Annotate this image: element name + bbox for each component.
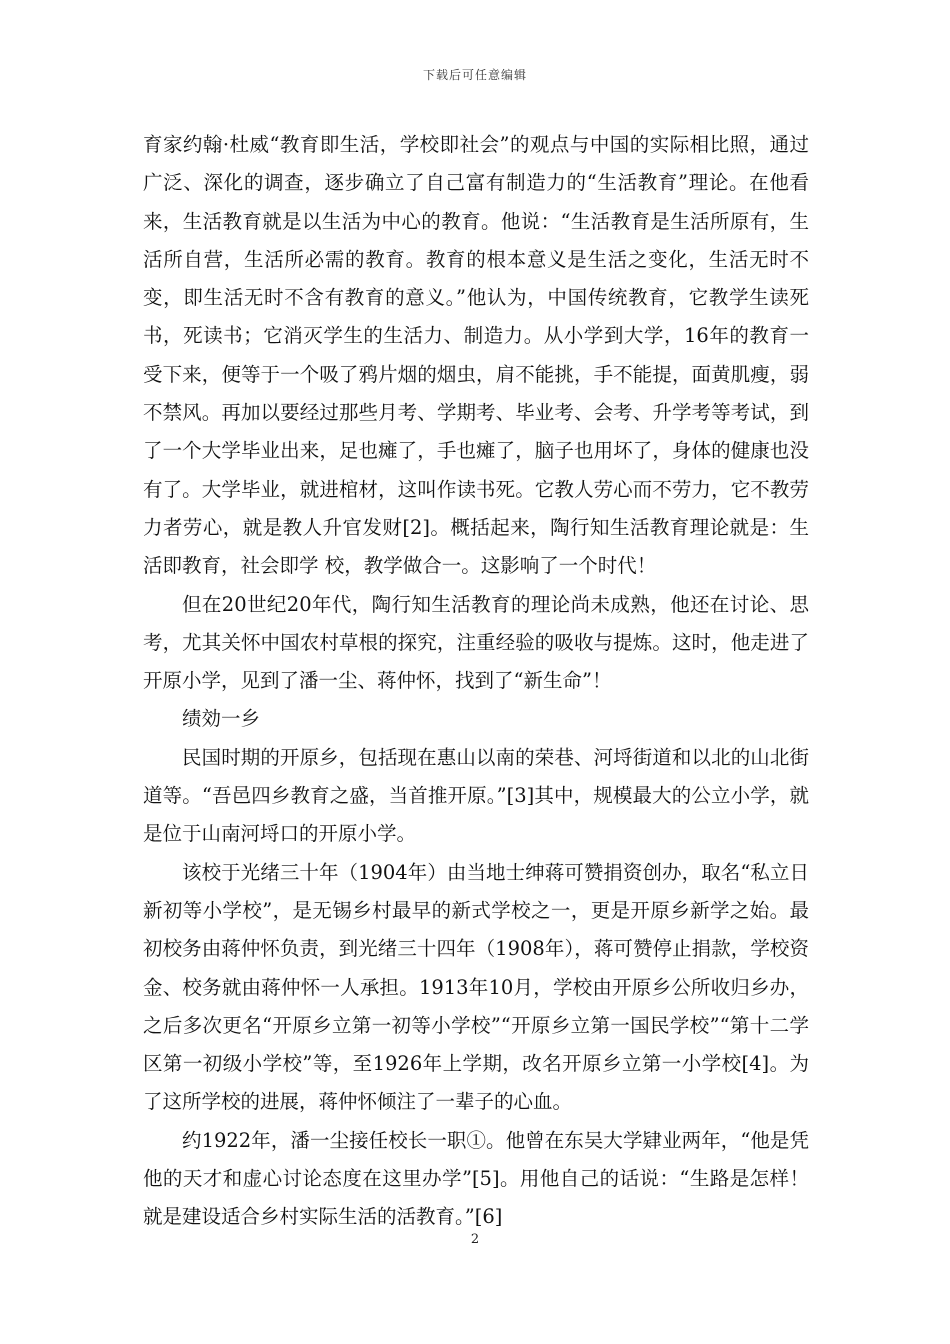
section-heading: 绩効一乡 (182, 707, 261, 731)
page-number: 2 (470, 1232, 480, 1247)
paragraph-1: 育家约翰·杜威“教育即生活，学校即社会”的观点与中国的实际相比照，通过广泛、深化的调查，逐步确立了自己富有制造力的“生活教育”理论。在他看来，生活教育就是以生活为中心的教育。他说：“生活教育是生活所原有，生活所自营，生活所必需的教育。教育的根本意义是生活之变化，生活无时不变，即生活无时不含有教育的意义。”他认为，中国传统教育，它教学生读死书，死读书；它消灭学生的生活力、制造力。从小学到大学，16年的教育一受下来，便等于一个吸了鸦片烟的烟虫，肩不能挑，手不能提，面黄肌瘦，弱不禁风。再加以要经过那些月考、学期考、毕业考、会考、升学考等考试，到了一个大学毕业出来，足也瘫了，手也瘫了，脑子也用坏了，身体的健康也没有了。大学毕业，就进棺材，这叫作读书死。它教人劳心而不劳力，它不教劳力者劳心，就是教人升官发财[2]。概括起来，陶行知生活教育理论就是：生活即教育，社会即学 校，教学做合一。这影响了一个时代！ (143, 133, 809, 578)
paragraph-5: 约1922年，潘一尘接任校长一职①。他曾在东吴大学肄业两年，“他是凭他的天才和虚心讨论态度在这里办学”[5]。用他自己的话说：“生路是怎样！就是建设适合乡村实际生活的活教育。”[6] (143, 1128, 809, 1229)
page-header: 下载后可任意编辑 (422, 68, 527, 82)
paragraph-4: 该校于光绪三十年（1904年）由当地士绅蒋可赞捐资创办，取名“私立日新初等小学校”，是无锡乡村最早的新式学校之一，更是开原乡新学之始。最初校务由蒋仲怀负责，到光绪三十四年（1908年），蒋可赞停止捐款，学校资金、校务就由蒋仲怀一人承担。1913年10月，学校由开原乡公所收归乡办，之后多次更名“开原乡立第一初等小学校”“开原乡立第一国民学校”“第十二学区第一初级小学校”等，至1926年上学期，改名开原乡立第一小学校[4]。为了这所学校的进展，蒋仲怀倾注了一辈子的心血。 (143, 860, 809, 1114)
paragraph-2: 但在20世纪20年代，陶行知生活教育的理论尚未成熟，他还在讨论、思考，尤其关怀中国农村草根的探究，注重经验的吸收与提炼。这时，他走进了开原小学，见到了潘一尘、蒋仲怀，找到了“新生命”！ (143, 592, 809, 693)
paragraph-3: 民国时期的开原乡，包括现在惠山以南的荣巷、河埒街道和以北的山北街道等。“吾邑四乡教育之盛，当首推开原。”[3]其中，规模最大的公立小学，就是位于山南河埒口的开原小学。 (143, 745, 809, 846)
document-body (143, 126, 809, 1237)
